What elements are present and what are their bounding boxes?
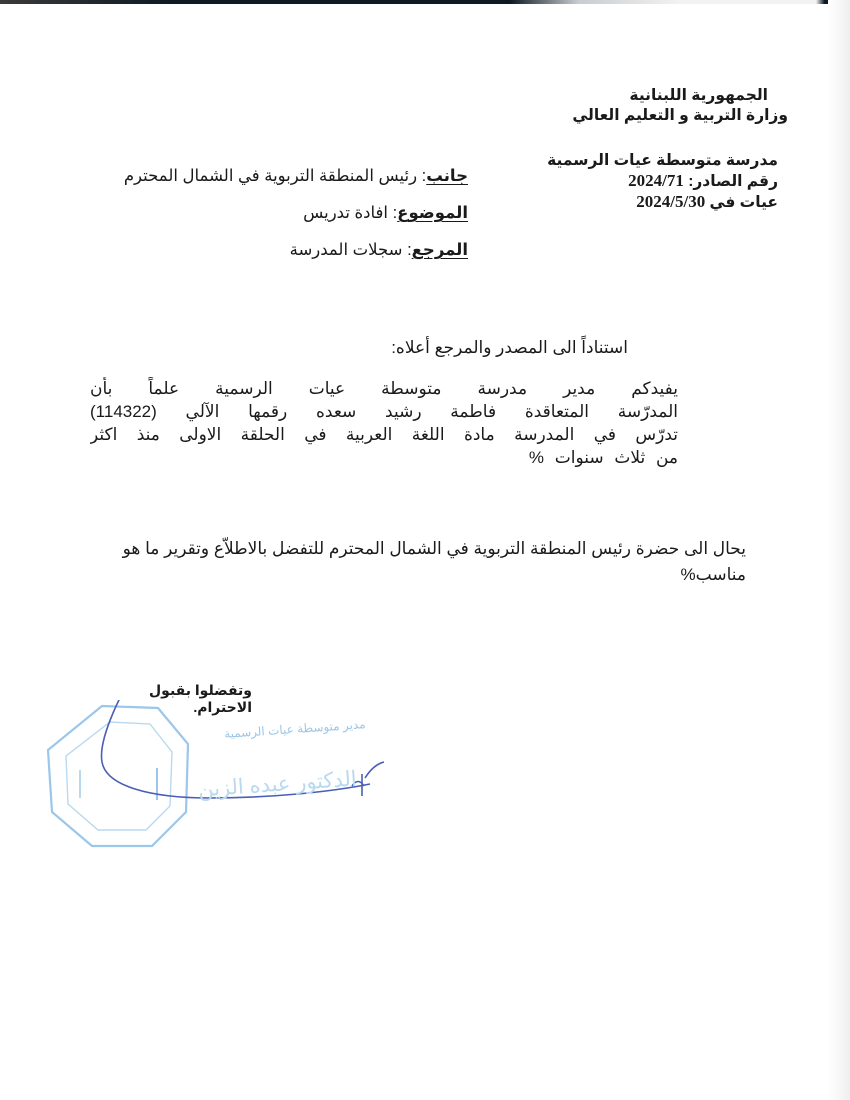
reference-number-line [518, 171, 778, 192]
body-paragraph [90, 377, 678, 469]
reference-line [108, 232, 468, 269]
sender-block [518, 151, 778, 213]
stamp-name: الدكتور عبده الزين [197, 767, 358, 802]
letterhead [528, 86, 788, 126]
body-line: تدرّس في المدرسة مادة اللغة العربية في الحلقة الاولى منذ اكثر [90, 425, 678, 444]
date-line [518, 192, 778, 213]
intro-text: استناداً الى المصدر والمرجع أعلاه: [391, 338, 628, 357]
body-line: من ثلاث سنوات % [528, 448, 678, 467]
subject-value: : افادة تدريس [303, 204, 398, 222]
subject-label: الموضوع [397, 204, 468, 222]
reference-number-label: رقم الصادر: [688, 173, 778, 190]
letter-meta [108, 158, 468, 269]
recipient-line [108, 158, 468, 195]
recipient-value: : رئيس المنطقة التربوية في الشمال المحترم [123, 167, 427, 185]
body-line: المدرّسة المتعاقدة فاطمة رشيد سعده رقمها الآلي (114322) [90, 402, 678, 421]
scan-border-top [0, 0, 850, 4]
reference-label: المرجع [411, 241, 468, 259]
school-name: مدرسة متوسطة عيات الرسمية [547, 152, 778, 169]
reference-number: 2024/71 [628, 171, 684, 190]
scan-border-right [828, 0, 850, 1100]
referral-paragraph: يحال الى حضرة رئيس المنطقة التربوية في الشمال المحترم للتفضل بالاطلاّع وتقرير ما هو مناسب% [122, 539, 746, 584]
closing-text: وتفضلوا بقبول الاحترام. [149, 682, 252, 715]
body-line: يفيدكم مدير مدرسة متوسطة عيات الرسمية علماً بأن [90, 379, 678, 398]
recipient-label: جانب [426, 167, 468, 185]
stamp-title: مدير متوسطة عيات الرسمية [223, 717, 366, 741]
ministry-title: وزارة التربية و التعليم العالي [572, 107, 788, 124]
stamp-octagon-outer [48, 706, 188, 846]
subject-line [108, 195, 468, 232]
reference-value: : سجلات المدرسة [289, 241, 412, 259]
letter-date: 2024/5/30 [636, 192, 706, 211]
date-label: عيات في [709, 194, 778, 211]
republic-title: الجمهورية اللبنانية [629, 87, 768, 104]
